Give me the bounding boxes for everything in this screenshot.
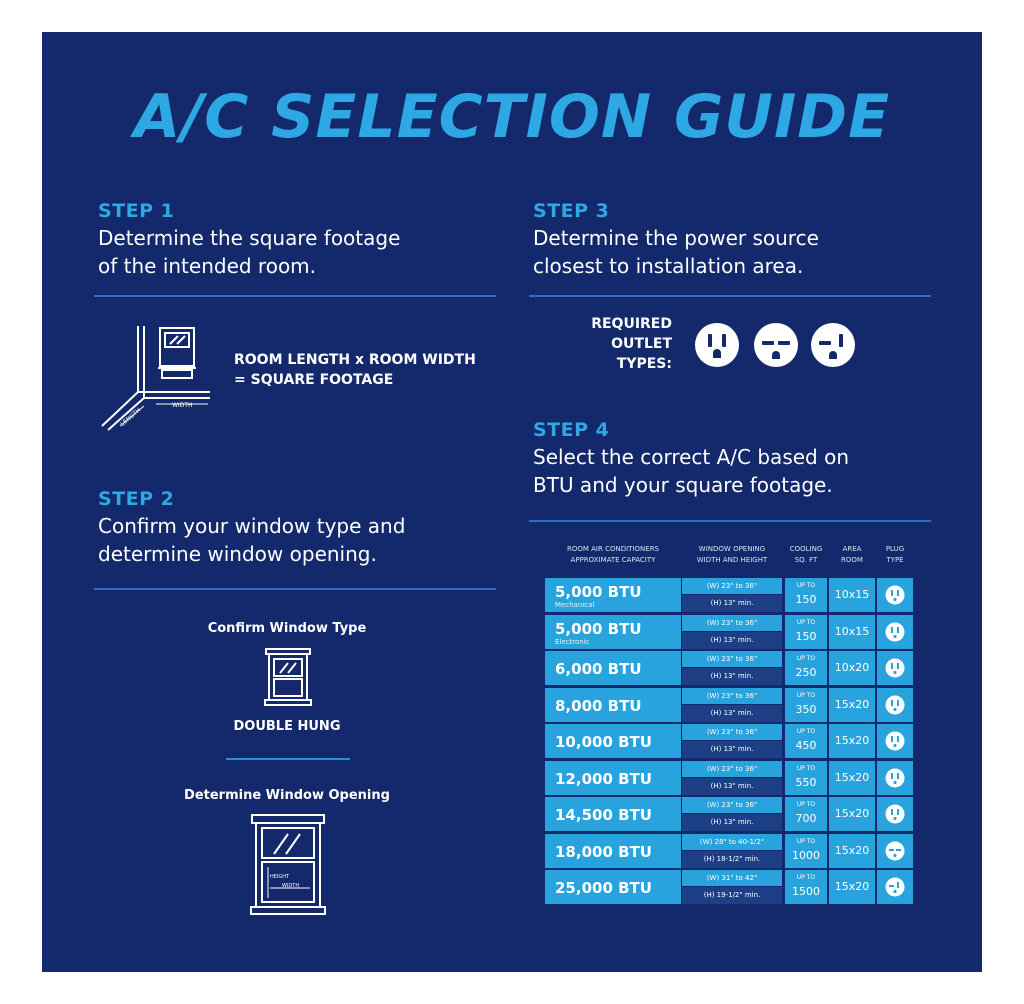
up-to-label: UP TO: [796, 801, 816, 808]
room-corner-icon: [98, 322, 218, 434]
step3-label: STEP 3: [533, 200, 610, 222]
required-outlet-label: [542, 314, 672, 374]
area-room-cell: 15x20: [829, 797, 875, 831]
table-row: [545, 834, 913, 868]
opening-height-label: HEIGHT: [270, 874, 290, 880]
opening-height: (H) 13" min.: [682, 778, 782, 795]
capacity-cell: [545, 651, 681, 685]
step1-divider: [94, 295, 496, 297]
header-capacity: [545, 544, 681, 574]
window-opening-cell: [682, 797, 782, 831]
area-room-cell: 15x20: [829, 724, 875, 758]
btu-value: 18,000 BTU: [555, 842, 652, 861]
step3-desc-line1: Determine the power source: [533, 226, 819, 250]
step2-label: STEP 2: [98, 488, 175, 510]
window-opening-cell: [682, 870, 782, 904]
step1-label: STEP 1: [98, 200, 175, 222]
header-area: [829, 544, 875, 574]
cooling-cell: [785, 797, 827, 831]
opening-width-label: WIDTH: [282, 883, 300, 889]
step2-divider: [94, 588, 496, 590]
step3-description: [533, 224, 933, 280]
up-to-label: UP TO: [796, 837, 816, 845]
window-opening-cell: [682, 615, 782, 649]
up-to-label: UP TO: [796, 582, 816, 589]
step4-desc-line1: Select the correct A/C based on: [533, 445, 850, 469]
opening-height: (H) 13" min.: [682, 595, 782, 612]
opening-height: (H) 13" min.: [682, 814, 782, 831]
area-room-cell: 15x20: [829, 761, 875, 795]
table-row: [545, 578, 913, 612]
plug-type-cell: [877, 834, 913, 868]
window-opening-cell: [682, 724, 782, 758]
table-row: [545, 724, 913, 758]
outlet-115v-icon: [694, 322, 740, 368]
area-room-cell: 10x15: [829, 578, 875, 612]
opening-width: (W) 23" to 36": [682, 761, 782, 777]
btu-value: 25,000 BTU: [555, 879, 652, 897]
outlet-line3: TYPES:: [616, 356, 672, 372]
cooling-cell: [785, 615, 827, 649]
double-hung-window-icon: [262, 646, 314, 708]
up-to-label: UP TO: [796, 655, 816, 662]
plug-type-cell: [877, 651, 913, 685]
window-opening-cell: [682, 834, 782, 868]
area-room-cell: 10x20: [829, 651, 875, 685]
step4-label: STEP 4: [533, 419, 610, 441]
plug-type-cell: [877, 761, 913, 795]
opening-height: (H) 13" min.: [682, 632, 782, 649]
step3-divider: [529, 295, 931, 297]
capacity-cell: [545, 834, 681, 868]
cooling-cell: [785, 724, 827, 758]
up-to-label: UP TO: [796, 618, 816, 626]
control-type: Electronic: [555, 637, 590, 646]
window-opening-cell: [682, 578, 782, 612]
opening-height: (H) 13" min.: [682, 668, 782, 685]
area-room-cell: 15x20: [829, 870, 875, 904]
cooling-cell: [785, 834, 827, 868]
btu-value: 6,000 BTU: [555, 660, 642, 678]
plug-type-cell: [877, 870, 913, 904]
up-to-label: UP TO: [796, 874, 816, 881]
square-footage-formula: [234, 350, 476, 390]
plug-type-cell: [877, 797, 913, 831]
btu-value: 5,000 BTU: [555, 619, 642, 638]
header-capacity-line2: APPROXIMATE CAPACITY: [570, 556, 656, 564]
step4-description: [533, 443, 933, 499]
area-room-cell: 15x20: [829, 688, 875, 722]
cooling-cell: [785, 651, 827, 685]
opening-height: (H) 13" min.: [682, 705, 782, 722]
btu-value: 5,000 BTU: [555, 583, 642, 601]
header-area-line1: AREA: [842, 545, 862, 553]
cooling-sqft: 150: [795, 629, 817, 643]
formula-line1: ROOM LENGTH x ROOM WIDTH: [234, 352, 476, 368]
header-plug: [877, 544, 913, 574]
step1-description: [98, 224, 498, 280]
guide-panel: [42, 32, 982, 972]
table-row: [545, 651, 913, 685]
btu-value: 10,000 BTU: [555, 733, 652, 751]
cooling-cell: [785, 688, 827, 722]
step1-desc-line2: of the intended room.: [98, 254, 317, 278]
window-opening-cell: [682, 761, 782, 795]
cooling-sqft: 1000: [792, 848, 820, 862]
room-width-label: WIDTH: [172, 402, 193, 409]
step4-divider: [529, 520, 931, 522]
opening-width: (W) 23" to 36": [682, 797, 782, 813]
step3-desc-line2: closest to installation area.: [533, 254, 804, 278]
up-to-label: UP TO: [796, 764, 816, 772]
header-cooling-line1: COOLING: [789, 545, 823, 553]
cooling-sqft: 1500: [792, 885, 820, 898]
cooling-cell: [785, 761, 827, 795]
outlet-230v-icon: [753, 322, 799, 368]
page-title: A/C SELECTION GUIDE: [133, 82, 891, 152]
window-opening-heading: Determine Window Opening: [184, 788, 390, 803]
outlet-230v-alt-icon: [810, 322, 856, 368]
header-area-line2: ROOM: [841, 556, 863, 564]
table-row: [545, 688, 913, 722]
step2-desc-line1: Confirm your window type and: [98, 514, 406, 538]
plug-type-cell: [877, 615, 913, 649]
window-type-label: DOUBLE HUNG: [233, 719, 341, 734]
btu-value: 8,000 BTU: [555, 696, 642, 715]
plug-type-cell: [877, 724, 913, 758]
btu-value: 14,500 BTU: [555, 806, 652, 824]
cooling-sqft: 250: [795, 666, 817, 679]
capacity-cell: [545, 761, 681, 795]
cooling-sqft: 450: [795, 739, 817, 752]
cooling-sqft: 350: [795, 702, 817, 716]
table-row: [545, 870, 913, 904]
cooling-sqft: 150: [795, 593, 817, 606]
table-row: [545, 761, 913, 795]
opening-width: (W) 23" to 36": [682, 651, 782, 667]
opening-width: (W) 23" to 36": [682, 578, 782, 594]
header-cooling: [785, 544, 827, 574]
step4-desc-line2: BTU and your square footage.: [533, 473, 833, 497]
window-divider: [226, 758, 350, 760]
up-to-label: UP TO: [796, 691, 816, 699]
window-opening-icon: [248, 812, 328, 918]
area-room-cell: 15x20: [829, 834, 875, 868]
plug-type-cell: [877, 688, 913, 722]
header-window-line1: WINDOW OPENING: [698, 545, 766, 553]
step1-desc-line1: Determine the square footage: [98, 226, 401, 250]
outlet-line2: OUTLET: [611, 336, 672, 352]
step2-desc-line2: determine window opening.: [98, 542, 377, 566]
formula-line2: = SQUARE FOOTAGE: [234, 372, 394, 388]
control-type: Mechanical: [555, 601, 595, 609]
capacity-cell: [545, 578, 681, 612]
opening-width: (W) 23" to 36": [682, 615, 782, 631]
opening-width: (W) 23" to 36": [682, 724, 782, 740]
cooling-sqft: 550: [795, 775, 817, 789]
outlet-line1: REQUIRED: [591, 316, 672, 332]
capacity-cell: [545, 870, 681, 904]
cooling-sqft: 700: [795, 812, 817, 825]
cooling-cell: [785, 578, 827, 612]
opening-height: (H) 13" min.: [682, 741, 782, 758]
opening-width: (W) 31" to 42": [682, 870, 782, 886]
header-plug-line2: TYPE: [886, 556, 904, 564]
window-opening-cell: [682, 688, 782, 722]
window-opening-cell: [682, 651, 782, 685]
room-length-label: LENGTH: [119, 406, 143, 428]
btu-value: 12,000 BTU: [555, 769, 652, 788]
header-window-line2: WIDTH AND HEIGHT: [696, 556, 768, 564]
opening-height: (H) 19-1/2" min.: [682, 887, 782, 904]
capacity-cell: [545, 688, 681, 722]
opening-height: (H) 18-1/2" min.: [682, 851, 782, 868]
header-cooling-line2: SQ. FT: [794, 556, 818, 564]
header-plug-line1: PLUG: [885, 545, 905, 553]
step2-description: [98, 512, 498, 568]
area-room-cell: 10x15: [829, 615, 875, 649]
capacity-cell: [545, 615, 681, 649]
capacity-cell: [545, 724, 681, 758]
table-row: [545, 615, 913, 649]
plug-type-cell: [877, 578, 913, 612]
header-window: [682, 544, 782, 574]
opening-width: (W) 23" to 36": [682, 688, 782, 704]
up-to-label: UP TO: [796, 728, 816, 735]
capacity-cell: [545, 797, 681, 831]
table-row: [545, 797, 913, 831]
cooling-cell: [785, 870, 827, 904]
header-capacity-line1: ROOM AIR CONDITIONERS: [567, 545, 659, 553]
confirm-window-heading: Confirm Window Type: [207, 621, 367, 636]
opening-width: (W) 28" to 40-1/2": [682, 834, 782, 850]
